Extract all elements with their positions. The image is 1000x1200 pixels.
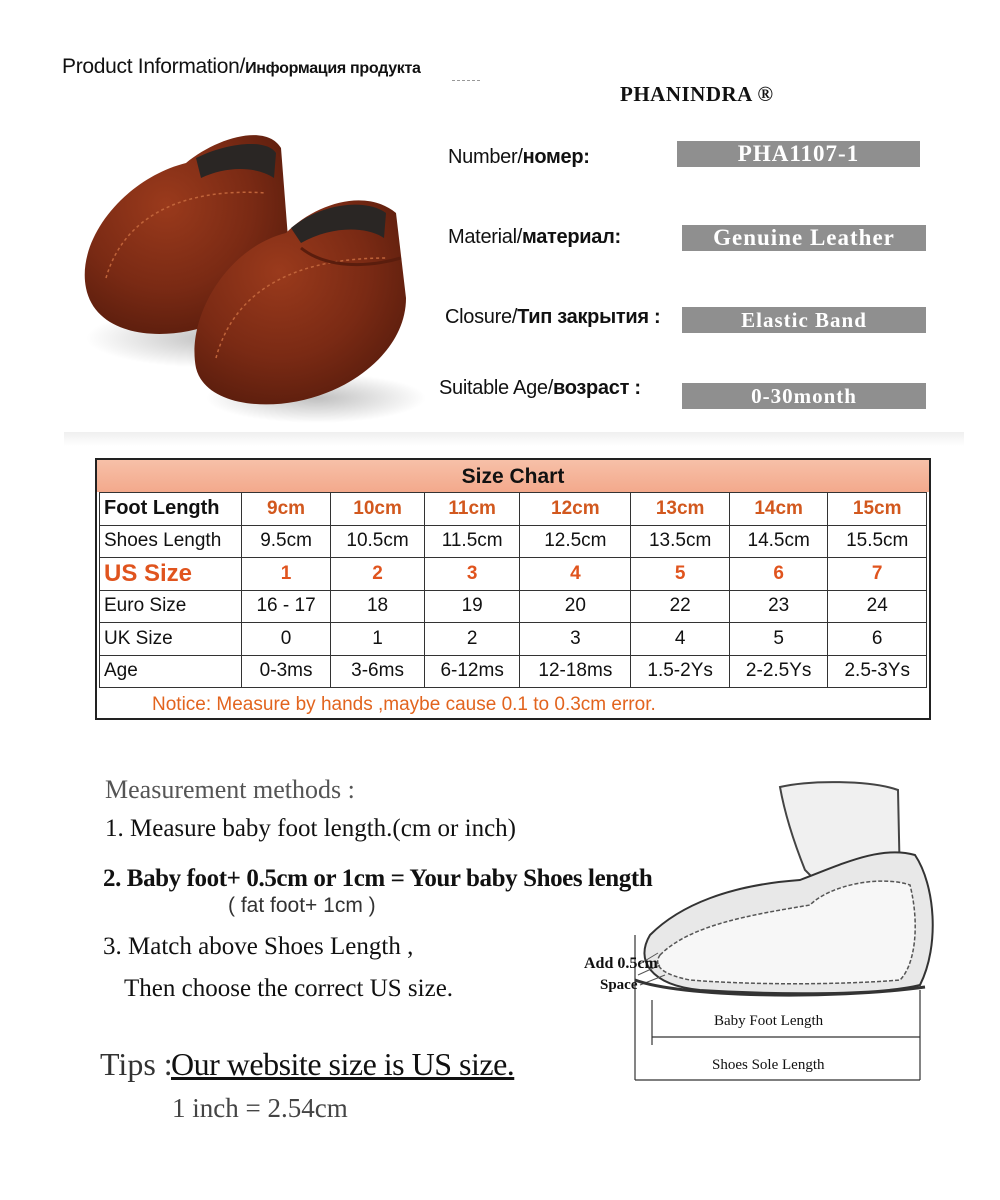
title-english: Product Information/: [62, 55, 246, 78]
shoes-sole-length-label: Shoes Sole Length: [712, 1057, 825, 1073]
age-label: [439, 377, 641, 400]
closure-label-ru: Тип закрытия :: [517, 306, 661, 328]
age-value: 0-30month: [682, 383, 926, 409]
age-label-ru: возраст :: [552, 377, 641, 399]
size-table-cell: 4: [631, 623, 730, 656]
size-chart-title: Size Chart: [97, 460, 929, 492]
product-photo: [66, 108, 426, 438]
size-row-label: US Size: [100, 558, 242, 591]
measure-notice: Notice: Measure by hands ,maybe cause 0.1 to 0.3cm error.: [152, 694, 656, 715]
size-table-cell: 19: [424, 590, 519, 623]
size-table-cell: 13cm: [631, 493, 730, 526]
space-label: Space: [600, 977, 638, 993]
size-table-cell: 6-12ms: [424, 655, 519, 688]
number-label-ru: номер:: [522, 146, 590, 168]
material-value: Genuine Leather: [682, 225, 926, 251]
closure-label-en: Closure/: [445, 306, 518, 328]
size-table-cell: 9.5cm: [242, 525, 331, 558]
size-table-cell: 0: [242, 623, 331, 656]
size-table-cell: 10cm: [331, 493, 425, 526]
size-table-cell: 11.5cm: [424, 525, 519, 558]
size-table-cell: 15cm: [828, 493, 927, 526]
size-table-cell: 6: [828, 623, 927, 656]
size-table-row: [100, 493, 927, 526]
step-3-continued: Then choose the correct US size.: [124, 975, 454, 1002]
size-table-cell: 1: [331, 623, 425, 656]
header-divider: [452, 80, 480, 81]
size-table-cell: 11cm: [424, 493, 519, 526]
size-table-cell: 12-18ms: [520, 655, 631, 688]
closure-label: [445, 306, 660, 329]
add-space-label: Add 0.5cm: [584, 955, 658, 972]
size-table-cell: 2: [424, 623, 519, 656]
brand-name: PHANINDRA ®: [620, 82, 774, 106]
age-label-en: Suitable Age/: [439, 377, 553, 399]
size-table-cell: 1: [242, 558, 331, 591]
closure-value: Elastic Band: [682, 307, 926, 333]
size-table-cell: 2: [331, 558, 425, 591]
size-table-cell: 18: [331, 590, 425, 623]
size-table-cell: 0-3ms: [242, 655, 331, 688]
step-2: 2. Baby foot+ 0.5cm or 1cm = Your baby Shoes length: [103, 865, 653, 892]
size-table-row: [100, 623, 927, 656]
size-table-cell: 14.5cm: [729, 525, 828, 558]
number-value: PHA1107-1: [677, 141, 920, 167]
size-table-cell: 22: [631, 590, 730, 623]
size-row-label: Shoes Length: [100, 525, 242, 558]
material-label: [448, 226, 621, 249]
size-table-cell: 14cm: [729, 493, 828, 526]
size-table-cell: 12cm: [520, 493, 631, 526]
foot-measurement-diagram: [580, 775, 960, 1095]
size-table-cell: 23: [729, 590, 828, 623]
size-table-cell: 2.5-3Ys: [828, 655, 927, 688]
size-table-cell: 9cm: [242, 493, 331, 526]
material-label-en: Material/: [448, 226, 522, 248]
measurement-title: Measurement methods :: [105, 775, 355, 804]
number-label: [448, 146, 590, 169]
step-1: 1. Measure baby foot length.(cm or inch): [105, 815, 516, 842]
size-table-cell: 1.5-2Ys: [631, 655, 730, 688]
size-table-cell: 3: [424, 558, 519, 591]
size-table-cell: 13.5cm: [631, 525, 730, 558]
size-table-cell: 4: [520, 558, 631, 591]
size-row-label: Foot Length: [100, 493, 242, 526]
size-table-cell: 12.5cm: [520, 525, 631, 558]
step-2-note: ( fat foot+ 1cm ): [228, 894, 376, 917]
number-label-en: Number/: [448, 146, 523, 168]
size-table: [99, 492, 927, 688]
baby-foot-length-label: Baby Foot Length: [714, 1013, 824, 1029]
size-table-cell: 6: [729, 558, 828, 591]
tips-text: Our website size is US size.: [171, 1046, 515, 1082]
photo-shadow-band: [64, 432, 964, 446]
size-table-cell: 3: [520, 623, 631, 656]
size-table-cell: 5: [631, 558, 730, 591]
size-table-cell: 7: [828, 558, 927, 591]
size-table-cell: 10.5cm: [331, 525, 425, 558]
size-table-row: [100, 590, 927, 623]
size-table-row: [100, 525, 927, 558]
size-row-label: Age: [100, 655, 242, 688]
step-3: 3. Match above Shoes Length ,: [103, 933, 414, 960]
size-chart: [95, 458, 931, 720]
inch-conversion-note: 1 inch = 2.54cm: [172, 1093, 348, 1123]
tips-label: Tips :: [100, 1046, 173, 1082]
size-table-cell: 16 - 17: [242, 590, 331, 623]
size-table-row: [100, 558, 927, 591]
size-row-label: UK Size: [100, 623, 242, 656]
material-label-ru: материал:: [522, 226, 621, 248]
size-table-cell: 24: [828, 590, 927, 623]
size-row-label: Euro Size: [100, 590, 242, 623]
size-table-cell: 20: [520, 590, 631, 623]
size-table-cell: 2-2.5Ys: [729, 655, 828, 688]
page-title: [62, 55, 421, 79]
title-russian: Информация продукта: [245, 60, 421, 77]
size-table-cell: 15.5cm: [828, 525, 927, 558]
size-table-row: [100, 655, 927, 688]
size-table-cell: 3-6ms: [331, 655, 425, 688]
size-table-cell: 5: [729, 623, 828, 656]
